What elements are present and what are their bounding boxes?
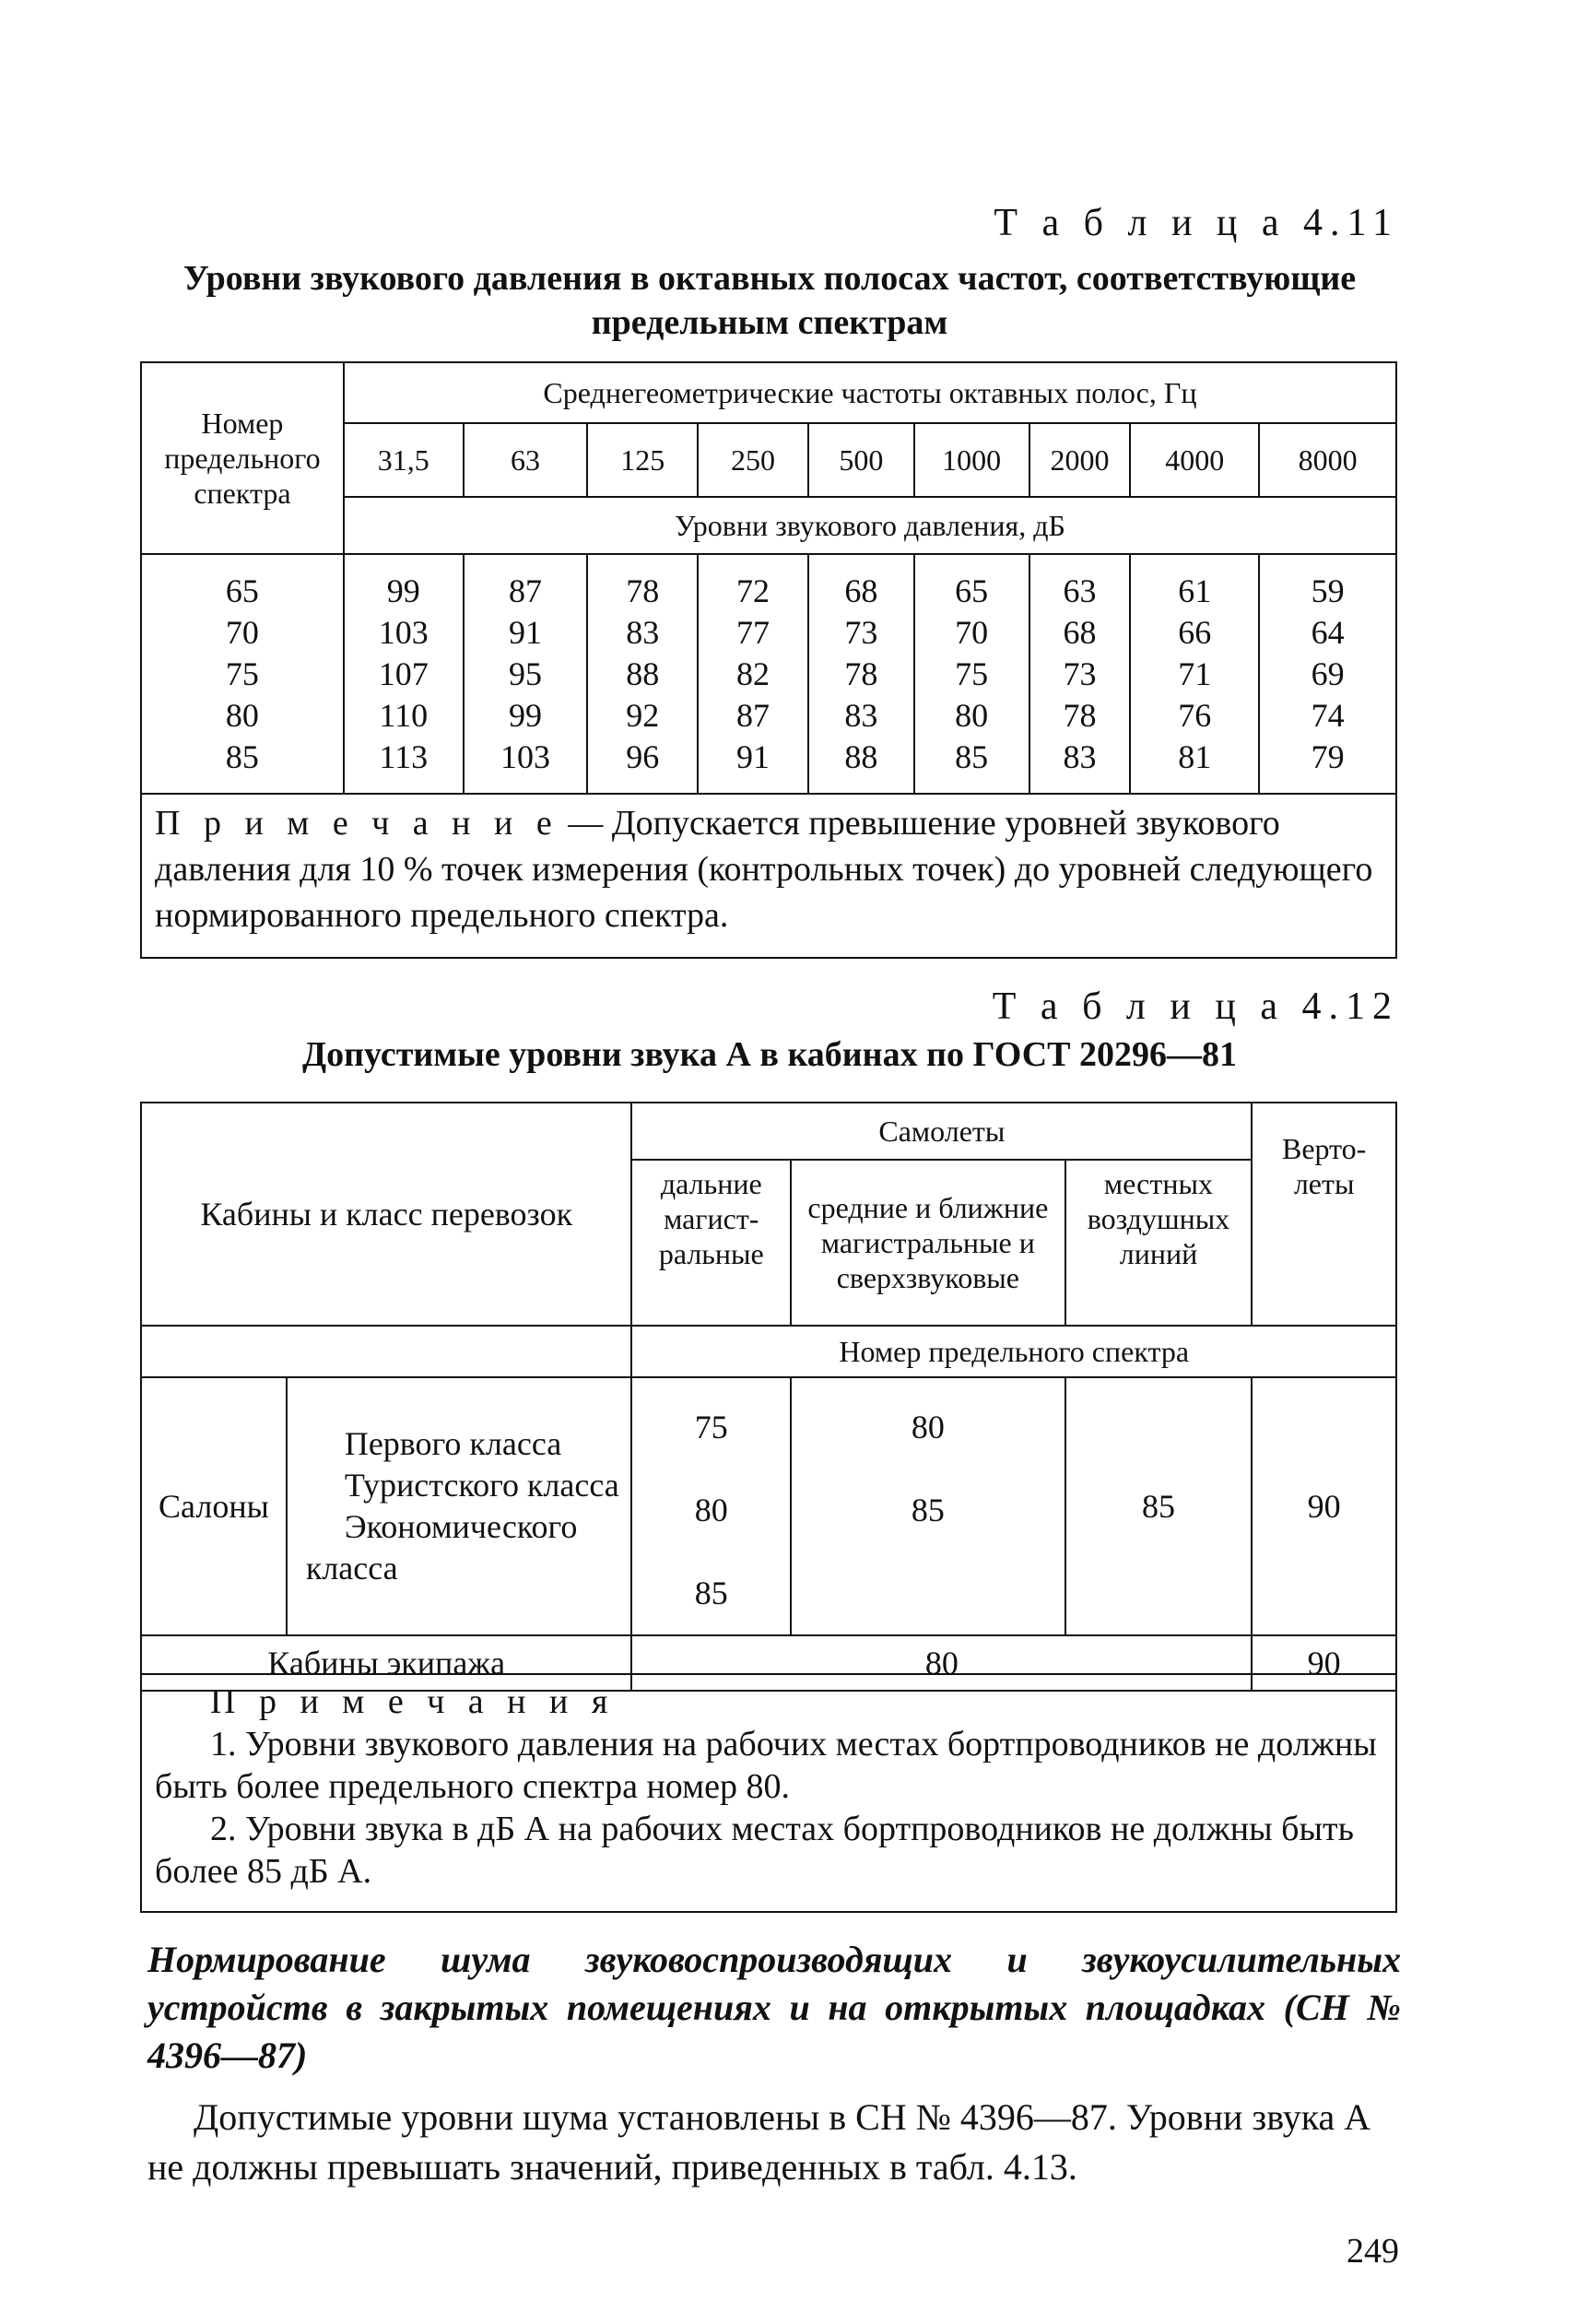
level-value: 68 xyxy=(844,572,878,609)
medium-values: 80 85 xyxy=(791,1377,1065,1635)
frequency-header-4: 500 xyxy=(808,423,914,497)
level-value: 85 xyxy=(955,737,989,775)
spectrum-number: 65 xyxy=(225,572,259,609)
level-value: 75 xyxy=(955,655,989,692)
note-label: П р и м е ч а н и е xyxy=(155,804,559,843)
section-heading: Нормирование шума звуковоспроизводящих и звукоусилительных устройств в закрытых помещениях и на открытых площадках (СН № 4396—87) xyxy=(147,1939,1401,2076)
spectrum-number: 70 xyxy=(225,613,259,651)
level-value: 78 xyxy=(1063,696,1097,734)
level-value: 103 xyxy=(378,613,429,651)
crew-label: Кабины экипажа xyxy=(141,1635,631,1691)
salons-label: Салоны xyxy=(141,1377,287,1635)
frequency-header-1: 63 xyxy=(464,423,588,497)
table-4-11-label: Т а б л и ц а 4.11 xyxy=(994,202,1399,244)
level-value: 92 xyxy=(626,696,660,734)
crew-planes-value: 80 xyxy=(631,1635,1252,1691)
level-value: 99 xyxy=(386,572,420,609)
header-planes: Самолеты xyxy=(631,1103,1252,1160)
page-number: 249 xyxy=(1347,2232,1399,2271)
level-value: 80 xyxy=(955,696,989,734)
header-medium-short: средние и ближние магистральные и сверхзвуковые xyxy=(791,1160,1065,1326)
spectrum-number: 75 xyxy=(225,655,259,692)
level-value: 63 xyxy=(1063,572,1097,609)
section-paragraph: Допустимые уровни шума установлены в СН № 4396—87. Уровни звука А не должны превышать значений, приведенных в табл. 4.13. xyxy=(147,2096,1371,2188)
note-text: — Допускается превышение уровней звукового давления для 10 % точек измерения (контрольных точек) до уровней следующего нормированного предельного спектра. xyxy=(155,804,1373,935)
level-value: 61 xyxy=(1178,572,1212,609)
level-value: 87 xyxy=(509,572,542,609)
long-haul-values: 75 80 85 xyxy=(631,1377,791,1635)
table-4-12-label: Т а б л и ц а 4.12 xyxy=(992,985,1399,1028)
level-value: 87 xyxy=(736,696,770,734)
frequency-header-6: 2000 xyxy=(1029,423,1131,497)
header-long-haul: дальние магист-ральные xyxy=(631,1160,791,1326)
level-value: 88 xyxy=(844,737,878,775)
level-value: 83 xyxy=(844,696,878,734)
level-value: 65 xyxy=(955,572,989,609)
header-frequencies: Среднегеометрические частоты октавных полос, Гц xyxy=(344,362,1396,423)
level-column-1 xyxy=(464,554,588,794)
level-value: 99 xyxy=(509,696,542,734)
frequency-header-8: 8000 xyxy=(1259,423,1396,497)
crew-heli-value: 90 xyxy=(1252,1635,1396,1691)
level-value: 79 xyxy=(1311,737,1345,775)
level-value: 73 xyxy=(1063,655,1097,692)
level-value: 107 xyxy=(378,655,429,692)
level-value: 68 xyxy=(1063,613,1097,651)
note-1: 1. Уровни звукового давления на рабочих местах бортпроводников не должны быть более предельного спектра номер 80. xyxy=(155,1725,1377,1806)
level-value: 73 xyxy=(844,613,878,651)
level-value: 78 xyxy=(626,572,660,609)
level-value: 72 xyxy=(736,572,770,609)
spectra-column xyxy=(141,554,344,794)
level-value: 91 xyxy=(509,613,542,651)
level-value: 81 xyxy=(1178,737,1212,775)
table-4-11-title: Уровни звукового давления в октавных полосах частот, соответствующие предельным спектрам xyxy=(182,259,1357,342)
level-value: 66 xyxy=(1178,613,1212,651)
table-4-12-title: Допустимые уровни звука А в кабинах по ГОСТ 20296—81 xyxy=(301,1035,1238,1074)
header-spectrum-number: Номер предельного спектра xyxy=(141,362,344,554)
level-value: 77 xyxy=(736,613,770,651)
level-value: 82 xyxy=(736,655,770,692)
spectrum-number: 85 xyxy=(225,737,259,775)
table-4-11-note xyxy=(140,793,1397,959)
level-value: 64 xyxy=(1311,613,1345,651)
heli-value: 90 xyxy=(1252,1377,1396,1635)
level-column-0 xyxy=(344,554,464,794)
frequency-header-2: 125 xyxy=(587,423,698,497)
level-column-5 xyxy=(914,554,1029,794)
level-value: 71 xyxy=(1178,655,1212,692)
note-2: 2. Уровни звука в дБ А на рабочих местах бортпроводников не должны быть более 85 дБ А. xyxy=(155,1810,1354,1891)
table-4-12-notes xyxy=(140,1673,1397,1913)
level-value: 83 xyxy=(1063,737,1097,775)
level-value: 78 xyxy=(844,655,878,692)
frequency-header-3: 250 xyxy=(698,423,808,497)
level-value: 59 xyxy=(1311,572,1345,609)
header-local-lines: местных воздушных линий xyxy=(1065,1160,1253,1326)
frequency-header-5: 1000 xyxy=(914,423,1029,497)
table-4-12 xyxy=(140,1102,1397,1692)
header-pressure-levels: Уровни звукового давления, дБ xyxy=(344,497,1396,554)
level-column-7 xyxy=(1130,554,1259,794)
level-column-6 xyxy=(1029,554,1131,794)
level-value: 76 xyxy=(1178,696,1212,734)
spectrum-number: 80 xyxy=(225,696,259,734)
level-value: 110 xyxy=(379,696,429,734)
level-value: 74 xyxy=(1311,696,1345,734)
level-value: 88 xyxy=(626,655,660,692)
class-tourist: Туристского класса xyxy=(344,1467,619,1504)
level-value: 70 xyxy=(955,613,989,651)
header-spectrum-number-2: Номер предельного спектра xyxy=(631,1326,1396,1377)
table-4-11 xyxy=(140,361,1397,795)
frequency-header-7: 4000 xyxy=(1130,423,1259,497)
level-column-3 xyxy=(698,554,808,794)
local-value: 85 xyxy=(1065,1377,1253,1635)
level-value: 95 xyxy=(509,655,542,692)
header-cabins-class: Кабины и класс перевозок xyxy=(141,1103,631,1326)
level-value: 83 xyxy=(626,613,660,651)
header-helicopters: Верто-леты xyxy=(1252,1103,1396,1326)
level-value: 91 xyxy=(736,737,770,775)
level-column-8 xyxy=(1259,554,1396,794)
class-economy: Экономического класса xyxy=(305,1508,578,1587)
level-value: 103 xyxy=(500,737,550,775)
level-value: 113 xyxy=(379,737,429,775)
level-value: 96 xyxy=(626,737,660,775)
level-column-2 xyxy=(587,554,698,794)
level-column-4 xyxy=(808,554,914,794)
frequency-header-0: 31,5 xyxy=(344,423,464,497)
class-first: Первого класса xyxy=(344,1425,562,1462)
level-value: 69 xyxy=(1311,655,1345,692)
notes-label: П р и м е ч а н и я xyxy=(210,1682,616,1721)
